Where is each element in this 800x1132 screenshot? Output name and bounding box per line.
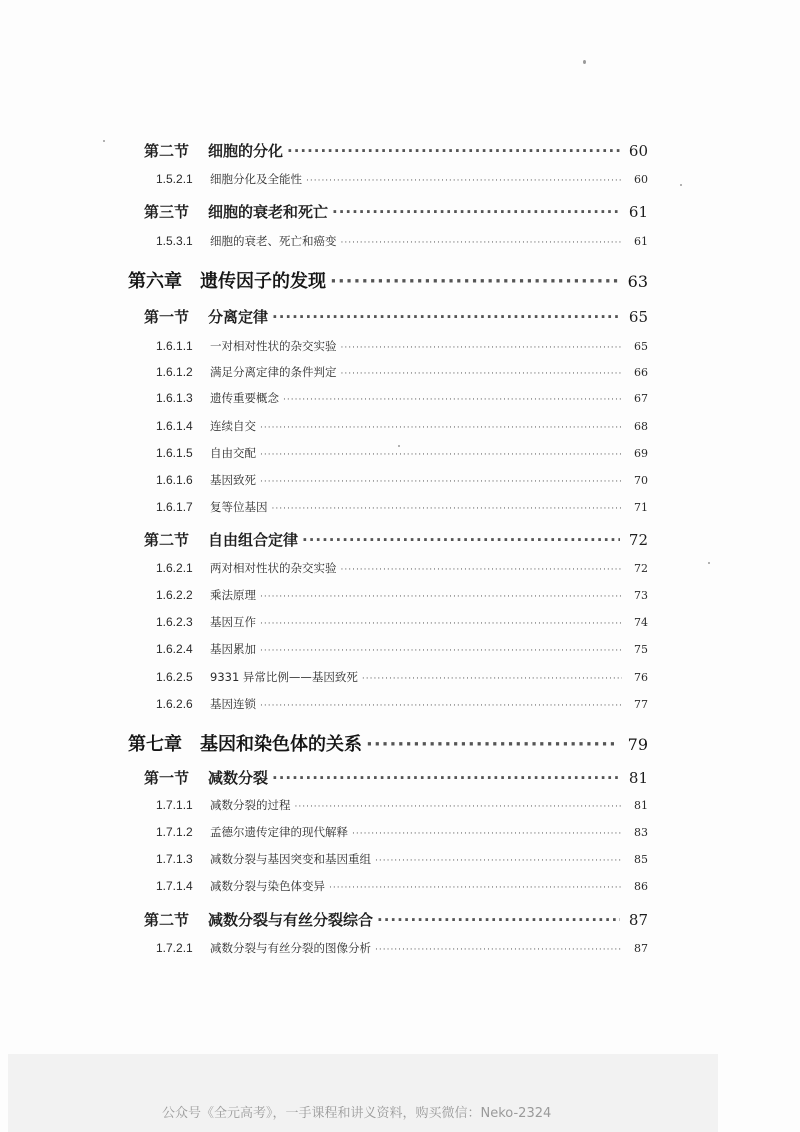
toc-dot-leader <box>260 423 622 433</box>
toc-sub-entry[interactable] <box>156 364 648 380</box>
toc-entry-title: 基因致死 <box>210 473 256 487</box>
scan-speck <box>708 562 710 564</box>
toc-entry-number: 1.5.3.1 <box>156 234 193 248</box>
toc-sub-entry[interactable] <box>156 171 648 187</box>
toc-entry-number: 1.7.1.3 <box>156 852 193 866</box>
toc-entry-page-number: 86 <box>634 880 648 893</box>
toc-entry-page-number: 75 <box>634 643 648 656</box>
toc-sub-entry[interactable] <box>156 390 648 406</box>
toc-entry-title: 减数分裂与有丝分裂的图像分析 <box>210 941 371 955</box>
toc-chap-entry[interactable] <box>128 730 648 756</box>
toc-sub-entry[interactable] <box>156 418 648 434</box>
toc-sub-entry[interactable] <box>156 824 648 840</box>
toc-sub-entry[interactable] <box>156 233 648 249</box>
toc-dot-leader <box>260 592 622 602</box>
toc-entry-number: 1.7.1.1 <box>156 798 193 812</box>
toc-sub-entry[interactable] <box>156 696 648 712</box>
toc-entry-number: 1.5.2.1 <box>156 172 193 186</box>
toc-entry-page-number: 69 <box>634 447 648 460</box>
toc-sec-entry[interactable] <box>144 201 648 222</box>
toc-entry-page-number: 60 <box>628 142 648 160</box>
toc-dot-leader <box>341 369 623 379</box>
toc-sub-entry[interactable] <box>156 797 648 813</box>
toc-entry-number: 1.6.2.3 <box>156 615 193 629</box>
toc-sub-entry[interactable] <box>156 851 648 867</box>
toc-entry-number: 1.7.1.2 <box>156 825 193 839</box>
toc-entry-number: 1.6.1.5 <box>156 446 193 460</box>
toc-entry-page-number: 85 <box>634 853 648 866</box>
toc-dot-leader <box>260 619 622 629</box>
toc-entry-title: 细胞的衰老和死亡 <box>208 203 329 221</box>
toc-sec-entry[interactable] <box>144 909 648 930</box>
toc-sec-entry[interactable] <box>144 529 648 550</box>
toc-entry-number: 1.6.2.1 <box>156 561 193 575</box>
toc-dot-leader <box>260 646 622 656</box>
toc-entry-page-number: 65 <box>628 308 648 326</box>
toc-dot-leader <box>341 238 623 248</box>
toc-dot-leader <box>272 308 620 326</box>
toc-entry-title: 连续自交 <box>210 419 256 433</box>
toc-dot-leader <box>295 802 623 812</box>
toc-entry-title: 满足分离定律的条件判定 <box>210 365 337 379</box>
toc-entry-title: 基因和染色体的关系 <box>200 734 362 755</box>
toc-sub-entry[interactable] <box>156 878 648 894</box>
toc-dot-leader <box>375 856 622 866</box>
toc-sub-entry[interactable] <box>156 445 648 461</box>
toc-sub-entry[interactable] <box>156 614 648 630</box>
toc-entry-number: 第二节 <box>144 911 190 929</box>
toc-entry-number: 第三节 <box>144 203 190 221</box>
toc-entry-title: 减数分裂 <box>208 769 269 787</box>
toc-entry-page-number: 83 <box>634 826 648 839</box>
toc-entry-number: 1.6.2.4 <box>156 642 193 656</box>
toc-entry-title: 遗传重要概念 <box>210 391 279 405</box>
toc-sec-entry[interactable] <box>144 306 648 327</box>
toc-entry-title: 基因互作 <box>210 615 256 629</box>
toc-entry-page-number: 71 <box>634 501 648 514</box>
toc-dot-leader <box>341 565 623 575</box>
toc-entry-page-number: 81 <box>628 769 648 787</box>
toc-entry-number: 1.6.1.6 <box>156 473 193 487</box>
toc-entry-number: 第一节 <box>144 308 190 326</box>
toc-entry-number: 1.7.1.4 <box>156 879 193 893</box>
toc-entry-page-number: 87 <box>634 942 648 955</box>
toc-dot-leader <box>272 504 623 514</box>
toc-entry-number: 1.6.2.6 <box>156 697 193 711</box>
toc-sub-entry[interactable] <box>156 641 648 657</box>
toc-sub-entry[interactable] <box>156 940 648 956</box>
toc-entry-page-number: 61 <box>628 203 648 221</box>
toc-chap-entry[interactable] <box>128 267 648 293</box>
toc-dot-leader <box>260 477 622 487</box>
toc-dot-leader <box>283 395 622 405</box>
toc-entry-number: 1.6.1.3 <box>156 391 193 405</box>
toc-entry-page-number: 87 <box>628 911 648 929</box>
toc-entry-page-number: 63 <box>627 272 648 291</box>
toc-dot-leader <box>362 674 622 684</box>
toc-entry-page-number: 70 <box>634 474 648 487</box>
toc-entry-page-number: 66 <box>634 366 648 379</box>
toc-dot-leader <box>306 176 622 186</box>
toc-dot-leader <box>329 883 622 893</box>
scan-speck <box>103 140 105 142</box>
toc-entry-title: 自由组合定律 <box>208 531 299 549</box>
toc-entry-title: 一对相对性状的杂交实验 <box>210 339 337 353</box>
toc-sub-entry[interactable] <box>156 472 648 488</box>
footer-watermark-text: 公众号《全元高考》，一手课程和讲义资料，购买微信：Neko-2324 <box>162 1106 552 1121</box>
toc-entry-title: 乘法原理 <box>210 588 256 602</box>
toc-entry-number: 第一节 <box>144 769 190 787</box>
toc-entry-title: 两对相对性状的杂交实验 <box>210 561 337 575</box>
toc-dot-leader <box>302 531 620 549</box>
toc-dot-leader <box>330 271 618 292</box>
toc-entry-title: 细胞的衰老、死亡和癌变 <box>210 234 337 248</box>
toc-dot-leader <box>352 829 622 839</box>
toc-entry-number: 1.7.2.1 <box>156 941 193 955</box>
toc-entry-page-number: 81 <box>634 799 648 812</box>
toc-entry-number: 1.6.1.1 <box>156 339 193 353</box>
toc-sec-entry[interactable] <box>144 767 648 788</box>
toc-entry-title: 9331 异常比例——基因致死 <box>210 670 358 684</box>
toc-entry-page-number: 72 <box>634 562 648 575</box>
toc-sub-entry[interactable] <box>156 499 648 515</box>
toc-entry-title: 遗传因子的发现 <box>200 271 326 292</box>
toc-entry-title: 基因连锁 <box>210 697 256 711</box>
toc-entry-title: 减数分裂的过程 <box>210 798 291 812</box>
toc-entry-page-number: 60 <box>634 173 648 186</box>
toc-dot-leader <box>287 142 620 160</box>
toc-entry-page-number: 67 <box>634 392 648 405</box>
toc-sub-entry[interactable] <box>156 560 648 576</box>
toc-dot-leader <box>260 701 622 711</box>
toc-entry-title: 细胞的分化 <box>208 142 284 160</box>
toc-entry-title: 自由交配 <box>210 446 256 460</box>
toc-entry-page-number: 77 <box>634 698 648 711</box>
toc-entry-number: 1.6.2.5 <box>156 670 193 684</box>
toc-dot-leader <box>366 734 618 755</box>
toc-entry-number: 1.6.1.2 <box>156 365 193 379</box>
toc-sub-entry[interactable] <box>156 587 648 603</box>
scan-speck <box>680 184 682 186</box>
toc-entry-title: 细胞分化及全能性 <box>210 172 302 186</box>
toc-entry-title: 复等位基因 <box>210 500 268 514</box>
toc-sub-entry[interactable] <box>156 669 648 685</box>
toc-entry-number: 1.6.1.4 <box>156 419 193 433</box>
toc-entry-title: 减数分裂与有丝分裂综合 <box>208 911 374 929</box>
toc-entry-title: 减数分裂与染色体变异 <box>210 879 325 893</box>
toc-entry-number: 第二节 <box>144 142 190 160</box>
toc-entry-page-number: 74 <box>634 616 648 629</box>
toc-dot-leader <box>260 450 622 460</box>
toc-entry-page-number: 76 <box>634 671 648 684</box>
toc-dot-leader <box>375 945 622 955</box>
toc-dot-leader <box>341 343 623 353</box>
toc-entry-title: 基因累加 <box>210 642 256 656</box>
toc-dot-leader <box>377 911 620 929</box>
toc-dot-leader <box>272 769 620 787</box>
toc-sub-entry[interactable] <box>156 338 648 354</box>
toc-entry-title: 分离定律 <box>208 308 269 326</box>
toc-entry-title: 孟德尔遗传定律的现代解释 <box>210 825 348 839</box>
toc-entry-page-number: 68 <box>634 420 648 433</box>
scan-speck <box>398 445 400 447</box>
scan-speck <box>583 60 586 64</box>
toc-entry-number: 1.6.2.2 <box>156 588 193 602</box>
toc-entry-number: 第二节 <box>144 531 190 549</box>
toc-entry-page-number: 61 <box>634 235 648 248</box>
toc-entry-number: 1.6.1.7 <box>156 500 193 514</box>
toc-entry-number: 第六章 <box>128 271 182 292</box>
toc-entry-title: 减数分裂与基因突变和基因重组 <box>210 852 371 866</box>
toc-entry-page-number: 72 <box>628 531 648 549</box>
toc-entry-page-number: 79 <box>627 735 648 754</box>
toc-entry-page-number: 73 <box>634 589 648 602</box>
toc-entry-page-number: 65 <box>634 340 648 353</box>
toc-dot-leader <box>332 203 620 221</box>
toc-sec-entry[interactable] <box>144 140 648 161</box>
toc-entry-number: 第七章 <box>128 734 182 755</box>
